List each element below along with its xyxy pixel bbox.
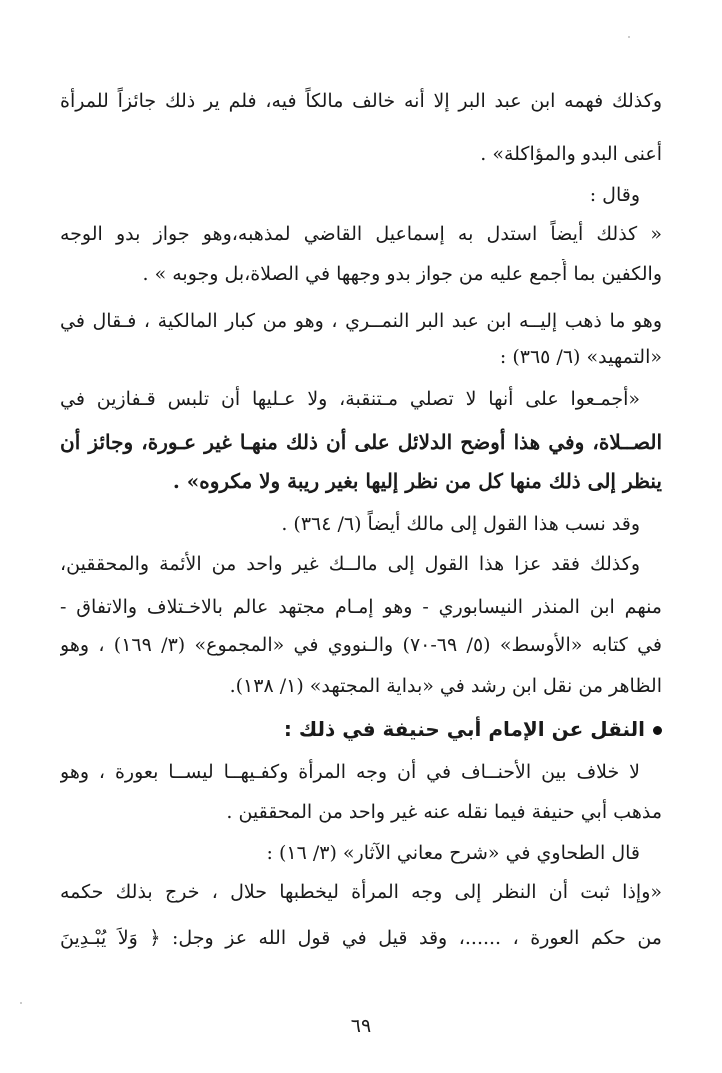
text-line-9: الصــلاة، وفي هذا أوضح الدلائل على أن ذلك منهـا غير عـورة، وجائز أن — [60, 430, 662, 454]
section-heading — [60, 713, 662, 745]
text-line-20: من حكم العورة ، ......، وقد قيل في قول الله عز وجل: ﴿ وَلاَ يُبْـدِينَ — [60, 927, 662, 949]
text-line-12: وكذلك فقد عزا هذا القول إلى مالــك غير واحد من الأئمة والمحققين، — [60, 553, 640, 575]
text-line-16: لا خلاف بين الأحنــاف في أن وجه المرأة وكفـيهــا ليســا بعورة ، وهو — [60, 761, 640, 783]
text-line-8: «أجمـعوا على أنها لا تصلي مـتنقبة، ولا عـليها أن تلبس قـفازين في — [60, 388, 640, 410]
text-line-17: مذهب أبي حنيفة فيما نقله عنه غير واحد من المحققين . — [226, 801, 662, 823]
text-line-1: وكذلك فهمه ابن عبد البر إلا أنه خالف مالكاً فيه، فلم ير ذلك جائزاً للمرأة — [60, 90, 662, 112]
page-number: ٦٩ — [350, 1015, 372, 1037]
scan-speck — [20, 1002, 22, 1004]
text-line-4: « كذلك أيضاً استدل به إسماعيل القاضي لمذهبه،وهو جواز بدو الوجه — [60, 223, 662, 245]
text-line-18: قال الطحاوي في «شرح معاني الآثار» (٣/ ١٦) : — [266, 842, 640, 864]
text-line-14: في كتابه «الأوسط» (٥/ ٦٩-٧٠) والـنووي في «المجموع» (٣/ ١٦٩) ، وهو — [60, 634, 662, 656]
text-line-10: ينظر إلى ذلك منها كل من نظر إليها بغير ريبة ولا مكروه» . — [172, 469, 662, 493]
text-line-15: الظاهر من نقل ابن رشد في «بداية المجتهد» (١/ ١٣٨). — [229, 675, 662, 697]
text-line-5: والكفين بما أُجمع عليه من جواز بدو وجهها في الصلاة،بل وجوبه » . — [142, 263, 662, 285]
scan-speck — [628, 36, 630, 38]
text-line-11: وقد نسب هذا القول إلى مالك أيضاً (٦/ ٣٦٤) . — [281, 513, 640, 535]
bullet-icon — [653, 726, 662, 735]
text-line-13: منهم ابن المنذر النيسابوري - وهو إمـام مجتهد عالم بالاخـتلاف والاتفاق - — [60, 596, 662, 618]
text-line-7: «التمهيد» (٦/ ٣٦٥) : — [499, 346, 662, 368]
text-line-2: أعنى البدو والمؤاكلة» . — [480, 143, 662, 165]
section-heading-text: النقل عن الإمام أبي حنيفة في ذلك : — [283, 717, 645, 741]
text-line-19: «وإذا ثبت أن النظر إلى وجه المرأة ليخطبها حلال ، خرج بذلك حكمه — [60, 881, 662, 903]
text-line-3: وقال : — [589, 184, 640, 206]
text-line-6: وهو ما ذهب إليــه ابن عبد البر النمــري ، وهو من كبار المالكية ، فـقال في — [60, 310, 662, 332]
